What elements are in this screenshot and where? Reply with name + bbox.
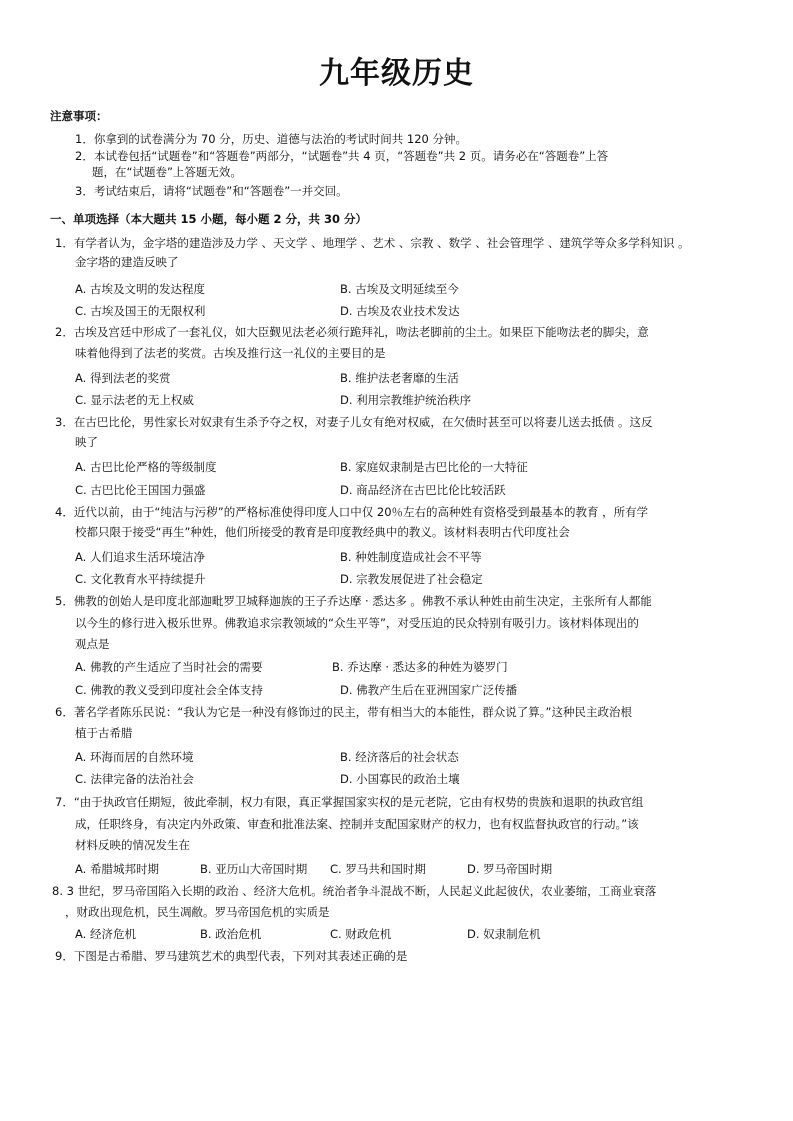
notice-item: 题，在“试题卷”上答题无效。 [92, 165, 242, 179]
notice-item: 2．本试卷包括“试题卷”和“答题卷”两部分，“试题卷”共 4 页，“答题卷”共 2 页。请务必在“答题卷”上答 [75, 149, 609, 163]
option-a: A. 得到法老的奖赏 [75, 371, 171, 385]
option-d: D. 奴隶制危机 [467, 927, 541, 941]
option-d: D. 商品经济在古巴比伦比较活跃 [340, 483, 506, 497]
option-c: C. 佛教的教义受到印度社会全体支持 [75, 683, 263, 697]
notice-heading: 注意事项： [50, 109, 108, 123]
option-b: B. 亚历山大帝国时期 [200, 862, 308, 876]
option-c: C. 财政危机 [330, 927, 392, 941]
question-text: 植于古希腊 [75, 726, 133, 740]
option-b: B. 乔达摩 · 悉达多的种姓为婆罗门 [332, 660, 508, 674]
option-c: C. 古巴比伦王国国力强盛 [75, 483, 206, 497]
option-b: B. 经济落后的社会状态 [340, 750, 459, 764]
option-c: C. 罗马共和国时期 [330, 862, 426, 876]
question-text: 1．有学者认为，金字塔的建造涉及力学 、天文学 、地理学 、艺术 、宗教 、数学 、社会管理学 、建筑学等众多学科知识 。 [55, 236, 690, 250]
page-title: 九年级历史 [319, 56, 474, 91]
option-d: D. 佛教产生后在亚洲国家广泛传播 [340, 683, 518, 697]
option-a: A. 环海而居的自然环境 [75, 750, 194, 764]
question-text: 5．佛教的创始人是印度北部迦毗罗卫城释迦族的王子乔达摩 · 悉达多 。佛教不承认种姓由前生决定，主张所有人都能 [55, 594, 652, 608]
question-text: 映了 [75, 435, 98, 449]
option-c: C. 古埃及国王的无限权利 [75, 304, 206, 318]
option-a: A. 人们追求生活环境洁净 [75, 550, 205, 564]
option-a: A. 佛教的产生适应了当时社会的需要 [75, 660, 263, 674]
option-a: A. 古埃及文明的发达程度 [75, 282, 205, 296]
question-text: 9．下图是古希腊、罗马建筑艺术的典型代表，下列对其表述正确的是 [55, 949, 408, 963]
option-d: D. 宗教发展促进了社会稳定 [340, 572, 483, 586]
question-text: 校都只限于接受“再生”种姓，他们所接受的教育是印度教经典中的教义。该材料表明古代印度社会 [75, 525, 570, 539]
section-heading: 一、单项选择（本大题共 15 小题，每小题 2 分，共 30 分） [50, 212, 368, 226]
question-text: 成，任职终身，有决定内外政策、审查和批准法案、控制并支配国家财产的权力，也有权监督执政官的行动。”该 [75, 817, 639, 831]
option-b: B. 家庭奴隶制是古巴比伦的一大特征 [340, 460, 528, 474]
question-text: 2．古埃及宫廷中形成了一套礼仪，如大臣觐见法老必须行跪拜礼，吻法老脚前的尘土。如果臣下能吻法老的脚尖，意 [55, 325, 649, 339]
question-text: 味着他得到了法老的奖赏。古埃及推行这一礼仪的主要目的是 [75, 346, 386, 360]
option-a: A. 古巴比伦严格的等级制度 [75, 460, 217, 474]
question-text: 3．在古巴比伦，男性家长对奴隶有生杀予夺之权，对妻子儿女有绝对权威，在欠债时甚至可以将妻儿送去抵债 。这反 [55, 415, 653, 429]
question-text: 6．著名学者陈乐民说：“我认为它是一种没有修饰过的民主，带有相当大的本能性，群众说了算。”这种民主政治根 [55, 705, 632, 719]
option-a: A. 希腊城邦时期 [75, 862, 159, 876]
question-text: ，财政出现危机，民生凋敝。罗马帝国危机的实质是 [65, 905, 330, 919]
option-c: C. 文化教育水平持续提升 [75, 572, 206, 586]
option-b: B. 政治危机 [200, 927, 262, 941]
option-b: B. 种姓制度造成社会不平等 [340, 550, 482, 564]
question-text: 以今生的修行进入极乐世界。佛教追求宗教领域的“众生平等”，对受压迫的民众特别有吸引力。该材料体现出的 [75, 616, 639, 630]
option-b: B. 维护法老奢靡的生活 [340, 371, 459, 385]
option-d: D. 古埃及农业技术发达 [340, 304, 460, 318]
option-d: D. 利用宗教维护统治秩序 [340, 393, 472, 407]
notice-item: 1．你拿到的试卷满分为 70 分，历史、道德与法治的考试时间共 120 分钟。 [75, 132, 468, 146]
question-text: 材料反映的情况发生在 [75, 838, 190, 852]
question-text: 观点是 [75, 637, 110, 651]
option-b: B. 古埃及文明延续至今 [340, 282, 459, 296]
option-c: C. 显示法老的无上权威 [75, 393, 194, 407]
question-text: 7．“由于执政官任期短，彼此牵制，权力有限，真正掌握国家实权的是元老院，它由有权势的贵族和退职的执政官组 [55, 795, 644, 809]
option-c: C. 法律完备的法治社会 [75, 772, 194, 786]
question-text: 8. 3 世纪，罗马帝国陷入长期的政治 、经济大危机。统治者争斗混战不断，人民起义此起彼伏，农业萎缩，工商业衰落 [52, 884, 657, 898]
notice-item: 3．考试结束后，请将“试题卷”和“答题卷”一并交回。 [75, 184, 348, 198]
question-text: 4．近代以前，由于“纯洁与污秽”的严格标准使得印度人口中仅 20％左右的高种姓有资格受到最基本的教育 ，所有学 [55, 505, 649, 519]
option-d: D. 罗马帝国时期 [467, 862, 553, 876]
question-text: 金字塔的建造反映了 [75, 255, 179, 269]
option-d: D. 小国寡民的政治土壤 [340, 772, 460, 786]
option-a: A. 经济危机 [75, 927, 136, 941]
